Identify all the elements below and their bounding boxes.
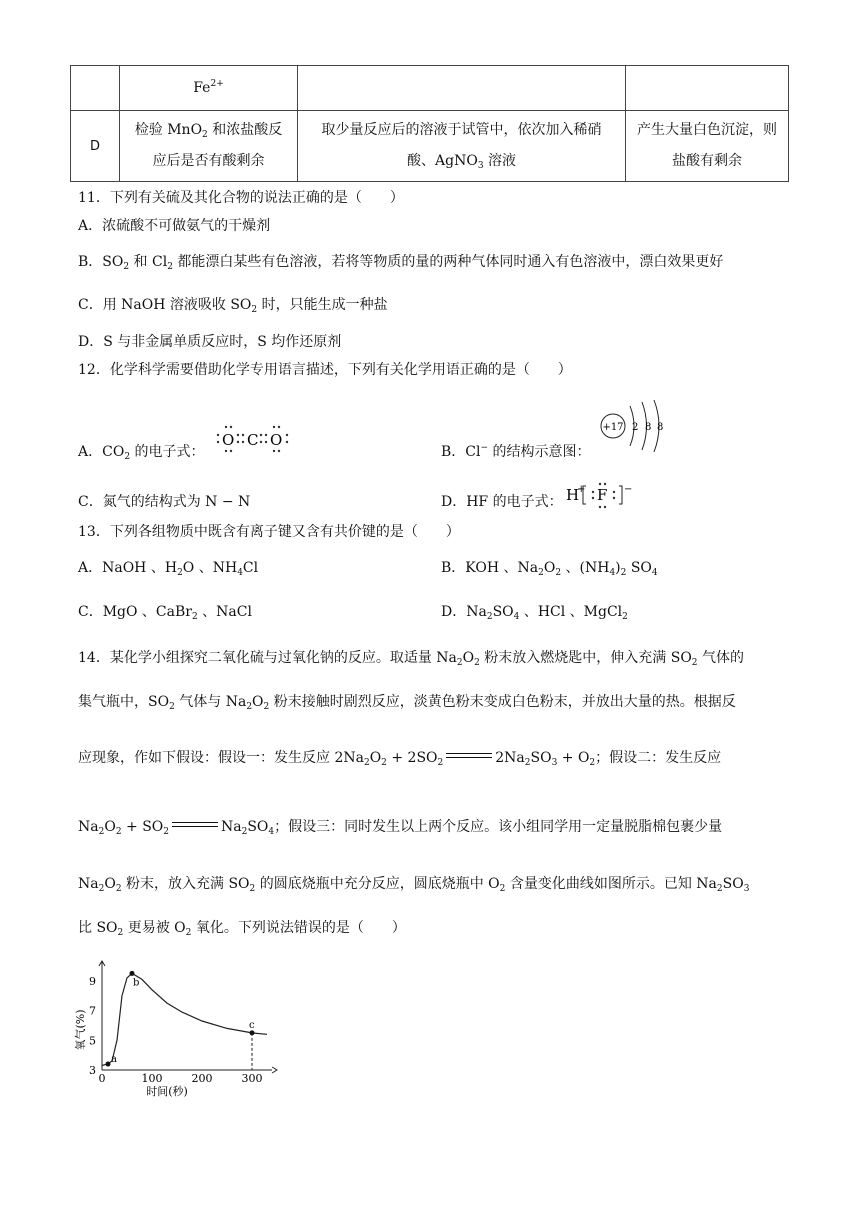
- text: Na: [78, 876, 99, 892]
- subscript: 2: [117, 928, 124, 938]
- experiment-table: [70, 65, 789, 182]
- text: O 、NH: [182, 560, 238, 576]
- text: B．Cl: [441, 444, 481, 460]
- subscript: 2: [169, 702, 175, 712]
- subscript: 4: [513, 612, 520, 622]
- subscript: 2: [98, 827, 105, 837]
- q14-line-3: [78, 748, 721, 768]
- point-label: a: [111, 1054, 117, 1066]
- q11-option-c: [78, 295, 388, 315]
- text: 、(NH: [561, 560, 610, 576]
- result-cell: [626, 111, 789, 182]
- subscript: 2: [691, 658, 698, 668]
- q11-option-b: [78, 252, 723, 272]
- equals-sign: [172, 822, 218, 827]
- y-tick-label: 5: [89, 1034, 96, 1048]
- q12-option-b: [441, 442, 590, 462]
- q12-option-c: C．氮气的结构式为 N − N: [78, 494, 251, 510]
- table-cell: [626, 66, 789, 111]
- text: D．Na: [441, 604, 487, 620]
- text: 盐酸有剩余: [672, 153, 742, 169]
- text: 粉末接触时剧烈反应，淡黄色粉末变成白色粉末，并放出大量的热。根据反: [269, 694, 736, 710]
- text: 、HCl 、MgCl: [519, 604, 623, 620]
- text: B．SO: [78, 254, 124, 270]
- text: + SO: [121, 819, 164, 835]
- q13-option-a: [78, 558, 258, 578]
- text: A．NaOH 、H: [78, 560, 178, 576]
- subscript: 3: [477, 161, 484, 171]
- text: 应现象，作如下假设：假设一：发生反应 2Na: [78, 750, 364, 766]
- text: SO: [722, 876, 744, 892]
- text: 溶液: [483, 153, 516, 169]
- data-point: [106, 1062, 111, 1067]
- subscript: 2: [622, 612, 628, 622]
- q14-line-2: [78, 692, 736, 712]
- co2-o1: O: [222, 431, 235, 449]
- text: 的电子式：: [130, 444, 205, 460]
- text: 、NaCl: [197, 604, 252, 620]
- ion-charge: 2+: [210, 78, 224, 89]
- superscript: −: [480, 443, 489, 453]
- subscript: 4: [651, 568, 658, 578]
- text: 产生大量白色沉淀，则: [637, 122, 777, 138]
- text: O: [543, 560, 556, 576]
- subscript: 4: [237, 568, 243, 578]
- point-label: c: [249, 1019, 255, 1031]
- subscript: 2: [98, 884, 105, 894]
- text: B．KOH 、Na: [441, 560, 539, 576]
- text: A．CO: [78, 444, 125, 460]
- subscript: 2: [185, 928, 192, 938]
- x-tick-label: 200: [191, 1072, 213, 1085]
- text: O: [104, 819, 116, 835]
- text: ): [615, 560, 621, 576]
- text: 和 Cl: [129, 254, 168, 270]
- text: SO: [530, 750, 552, 766]
- y-tick-label: 9: [89, 974, 96, 988]
- text: + O: [557, 750, 590, 766]
- q14-line-5: [78, 874, 749, 894]
- q13-option-c: [78, 602, 252, 622]
- q11-option-d: D．S 与非金属单质反应时，S 均作还原剂: [78, 334, 342, 350]
- text: 2Na: [495, 750, 525, 766]
- cl-shell-3: 8: [657, 422, 664, 433]
- hf-minus: −: [624, 484, 633, 495]
- table-row: [71, 66, 789, 111]
- text: O: [252, 694, 264, 710]
- subscript: 2: [251, 305, 258, 315]
- subscript: 2: [124, 452, 131, 462]
- text: Na: [221, 819, 242, 835]
- subscript: 2: [620, 568, 627, 578]
- co2-o2: O: [270, 431, 283, 449]
- y-tick-label: 3: [89, 1064, 96, 1077]
- cl-shell-2: 8: [645, 422, 652, 433]
- equals-sign: [446, 753, 492, 758]
- text: 取少量反应后的溶液于试管中，依次加入稀硝: [321, 122, 602, 138]
- text: SO: [626, 560, 652, 576]
- subscript: 2: [381, 758, 387, 768]
- q14-line-1: [78, 648, 744, 668]
- y-axis-label: 氧气(%): [74, 1009, 87, 1051]
- text: C．MgO 、CaBr: [78, 604, 192, 620]
- subscript: 2: [249, 884, 256, 894]
- cl-shell-1: 2: [632, 422, 639, 433]
- text: 应后是否有酸剩余: [152, 153, 265, 169]
- hf-plus: +: [577, 484, 586, 495]
- text: C．用 NaOH 溶液吸收 SO: [78, 297, 252, 313]
- text: 检验 MnO: [134, 122, 203, 138]
- text: 的圆底烧瓶中充分反应，圆底烧瓶中 O: [255, 876, 500, 892]
- subscript: 2: [167, 262, 173, 272]
- subscript: 4: [268, 827, 275, 837]
- text: O: [462, 650, 475, 666]
- x-tick-label: 300: [241, 1072, 263, 1085]
- subscript: 2: [538, 568, 544, 578]
- subscript: 2: [524, 758, 531, 768]
- q11-option-a: A．浓硫酸不可做氨气的干燥剂: [78, 218, 271, 234]
- q12-option-a: [78, 442, 205, 462]
- subscript: 2: [499, 884, 506, 894]
- text: 酸、AgNO: [407, 153, 478, 169]
- text: 的结构示意图：: [488, 444, 591, 460]
- text: 含量变化曲线如图所示。已知 Na: [505, 876, 717, 892]
- subscript: 2: [246, 702, 253, 712]
- text: 集气瓶中，SO: [78, 694, 170, 710]
- subscript: 2: [191, 612, 198, 622]
- x-axis-arrow: [272, 1067, 277, 1073]
- text: O: [104, 876, 116, 892]
- q12-stem: 12．化学科学需要借助化学专用语言描述，下列有关化学用语正确的是（ ）: [78, 362, 572, 378]
- subscript: 2: [241, 827, 248, 837]
- chart-axes: [99, 961, 277, 1073]
- subscript: 2: [202, 130, 208, 140]
- chart-points: [106, 971, 256, 1070]
- subscript: 2: [555, 568, 562, 578]
- subscript: 2: [474, 658, 480, 668]
- hf-f: F: [597, 486, 608, 504]
- subscript: 2: [456, 658, 463, 668]
- q14-line-6: [78, 918, 406, 938]
- subscript: 2: [437, 758, 444, 768]
- row-label-text: D: [89, 138, 100, 154]
- o2-series-line: [102, 973, 267, 1065]
- table-row: [71, 111, 789, 182]
- table-cell: [298, 66, 626, 111]
- subscript: 2: [486, 612, 493, 622]
- q11-stem: 11．下列有关硫及其化合物的说法正确的是（ ）: [78, 190, 404, 206]
- data-point: [130, 971, 135, 976]
- text: 更易被 O: [123, 920, 186, 936]
- q12-option-d: D．HF 的电子式：: [441, 494, 563, 510]
- subscript: 2: [363, 758, 370, 768]
- text: 都能漂白某些有色溶液，若将等物质的量的两种气体同时通入有色溶液中，漂白效果更好: [172, 254, 724, 270]
- text: 粉末，放入充满 SO: [121, 876, 250, 892]
- text: O: [369, 750, 382, 766]
- cl-nucleus: +17: [602, 422, 624, 433]
- x-axis-label: 时间(秒): [146, 1085, 188, 1098]
- text: 时，只能生成一种盐: [257, 297, 388, 313]
- x-tick-label: 100: [141, 1072, 163, 1085]
- q14-line-4: [78, 817, 722, 837]
- text: 比 SO: [78, 920, 118, 936]
- text: Na: [78, 819, 99, 835]
- text: + 2SO: [386, 750, 438, 766]
- text: 和浓盐酸反: [207, 122, 283, 138]
- text: Cl: [242, 560, 259, 576]
- row-label: [71, 111, 120, 182]
- text: 粉末放入燃烧匙中，伸入充满 SO: [479, 650, 692, 666]
- operation-cell: [298, 111, 626, 182]
- subscript: 2: [589, 758, 596, 768]
- subscript: 2: [115, 884, 122, 894]
- subscript: 4: [609, 568, 616, 578]
- text: SO: [492, 604, 514, 620]
- cl-structure-diagram: [596, 398, 672, 454]
- y-tick-label: 7: [89, 1004, 96, 1018]
- hf-electron-formula: [564, 480, 654, 510]
- co2-electron-formula: [214, 422, 294, 456]
- purpose-cell: [120, 111, 298, 182]
- text: 氧化。下列说法错误的是（ ）: [191, 920, 406, 936]
- ion-label: Fe: [193, 79, 211, 96]
- subscript: 2: [123, 262, 130, 272]
- x-tick-label: 0: [98, 1072, 106, 1085]
- subscript: 2: [163, 827, 169, 837]
- table-cell: [71, 66, 120, 111]
- subscript: 2: [115, 827, 122, 837]
- q13-option-b: [441, 558, 658, 578]
- subscript: 3: [743, 884, 750, 894]
- subscript: 2: [263, 702, 270, 712]
- text: ；假设三：同时发生以上两个反应。该小组同学用一定量脱脂棉包裹少量: [274, 819, 723, 835]
- subscript: 2: [177, 568, 183, 578]
- point-label: b: [133, 977, 140, 989]
- text: SO: [247, 819, 269, 835]
- hf-h: H: [566, 486, 580, 504]
- q13-option-d: [441, 602, 628, 622]
- text: ；假设二：发生反应: [595, 750, 722, 766]
- text: 气体的: [697, 650, 744, 666]
- table-cell: [120, 66, 298, 111]
- subscript: 2: [716, 884, 723, 894]
- q13-stem: 13．下列各组物质中既含有离子键又含有共价键的是（ ）: [78, 524, 460, 540]
- subscript: 3: [551, 758, 558, 768]
- text: 气体与 Na: [174, 694, 247, 710]
- text: 14．某化学小组探究二氧化硫与过氧化钠的反应。取适量 Na: [78, 650, 457, 666]
- o2-content-chart: [74, 958, 284, 1098]
- co2-c: C: [247, 431, 259, 449]
